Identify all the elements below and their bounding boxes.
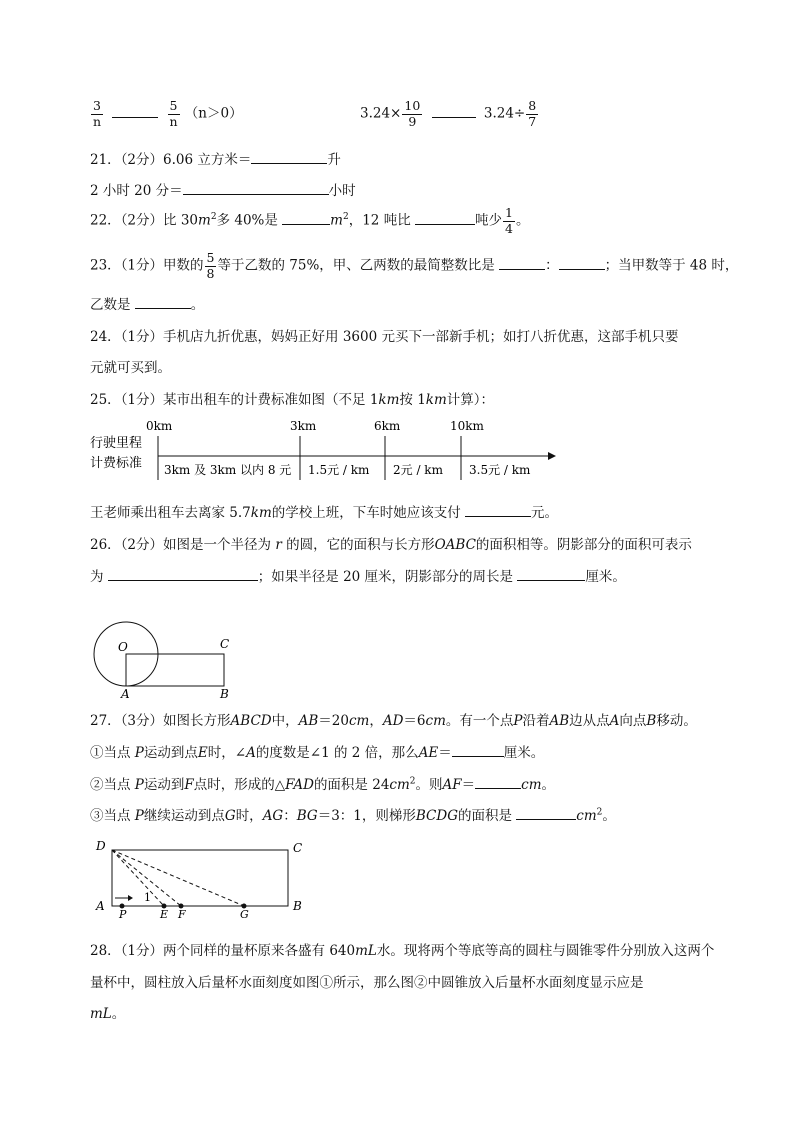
label-p: P [119,908,127,920]
question-21-part2: 2 小时 20 分＝ 小时 [90,183,356,199]
question-25: 25．（1分）某市出租车的计费标准如图（不足 1km按 1km计算）： [90,392,495,408]
arrow-head [548,452,556,460]
q20-left: $\frac{3}{n}$ $\frac{5}{n}$ （n＞0） [92,98,243,129]
label-d: D [96,839,106,853]
answer-blank[interactable] [251,151,327,164]
question-24: 24．（1分）手机店九折优惠，妈妈正好用 3600 元买下一部新手机；如打八折优惠，这部手机只要 [90,329,679,345]
answer-blank[interactable] [432,105,476,118]
answer-blank[interactable] [452,744,504,757]
question-26: 26．（2分）如图是一个半径为 r 的圆，它的面积与长方形OABC的面积相等。阴影部分的面积可表示 [90,537,692,553]
segment-label: 1.5元 / km [308,463,370,477]
question-23-part2: 乙数是 。 [90,297,205,313]
label-b: B [293,899,302,913]
question-23: 23．（1分）甲数的 $\frac{5}{8}$ 等于乙数的 75%，甲、乙两数的最简整数比是 ： ；当甲数等于 48 时， [90,250,739,281]
label-g: G [240,908,249,920]
label-f: F [178,908,186,920]
answer-blank[interactable] [112,105,158,118]
fraction: $\frac{5}{n}$ [169,98,178,129]
tick-label: 3km [290,419,317,433]
fraction: $\frac{3}{n}$ [92,98,101,129]
label-a: A [121,687,130,701]
label-a: A [96,899,105,913]
answer-blank[interactable] [135,296,191,309]
question-27-part2: ②当点 P运动到F点时，形成的△FAD的面积是 $24cm^2$。则AF＝ cm。 [90,776,556,793]
question-22: 22．（2分）比 $30m^2$多 40%是 $m^2$，12 吨比 吨少 $\frac{1}{4}$ 。 [90,205,530,236]
answer-blank[interactable] [499,257,545,270]
question-25-part2: 王老师乘出租车去离家 5.7km的学校上班，下车时她应该支付 元。 [90,505,559,521]
rectangle-oabc [126,654,224,686]
row-label-distance: 行驶里程 [90,436,143,451]
tick-label: 0km [146,419,173,433]
question-21: 21．（2分）6.06 立方米＝ 升 [90,152,341,168]
question-27-part3: ③当点 P继续运动到点G时，AG：BG＝3：1，则梯形BCDG的面积是 $cm^2$。 [90,807,616,824]
answer-blank[interactable] [108,568,258,581]
taxi-fare-diagram [88,416,568,486]
segment-label: 2元 / km [393,463,443,477]
answer-blank[interactable] [517,568,585,581]
circle-rectangle-figure [88,618,248,702]
answer-blank[interactable] [475,776,521,789]
answer-blank[interactable] [516,807,576,820]
answer-blank[interactable] [465,504,531,517]
label-c: C [293,841,303,855]
label-angle-1: 1 [144,891,151,904]
question-28-part2: 量杯中，圆柱放入后量杯水面刻度如图①所示，那么图②中圆锥放入后量杯水面刻度显示应是 [90,975,644,991]
answer-blank[interactable] [183,182,329,195]
row-label-fare: 计费标准 [90,456,143,471]
rectangle-abcd-figure [90,836,320,920]
question-27-part1: ①当点 P运动到点E时，∠A的度数是∠1 的 2 倍，那么AE＝ 厘米。 [90,745,545,761]
arrow-head [128,895,133,901]
label-o: O [118,640,128,654]
segment-label: 3.5元 / km [469,463,531,477]
answer-blank[interactable] [559,257,605,270]
q20-right: 3.24× $\frac{10}{9}$ 3.24÷ $\frac{8}{7}$ [360,98,537,129]
question-26-part2: 为 ；如果半径是 20 厘米，阴影部分的周长是 厘米。 [90,569,626,585]
question-28: 28．（1分）两个同样的量杯原来各盛有 640mL水。现将两个等底等高的圆柱与圆锥零件分别放入这两个 [90,943,715,959]
segment-label: 3km 及 3km 以内 8 元 [164,463,292,477]
tick-label: 6km [374,419,401,433]
question-24-part2: 元就可买到。 [90,360,171,376]
label-e: E [160,908,169,920]
label-c: C [220,637,230,651]
question-28-part3: mL。 [90,1006,126,1022]
answer-blank[interactable] [415,212,475,225]
answer-blank[interactable] [282,212,330,225]
question-27: 27．（3分）如图长方形ABCD中，AB＝20cm，AD＝6cm。有一个点P沿着AB边从点A向点B移动。 [90,713,697,729]
tick-label: 10km [450,419,484,433]
label-b: B [220,687,229,701]
